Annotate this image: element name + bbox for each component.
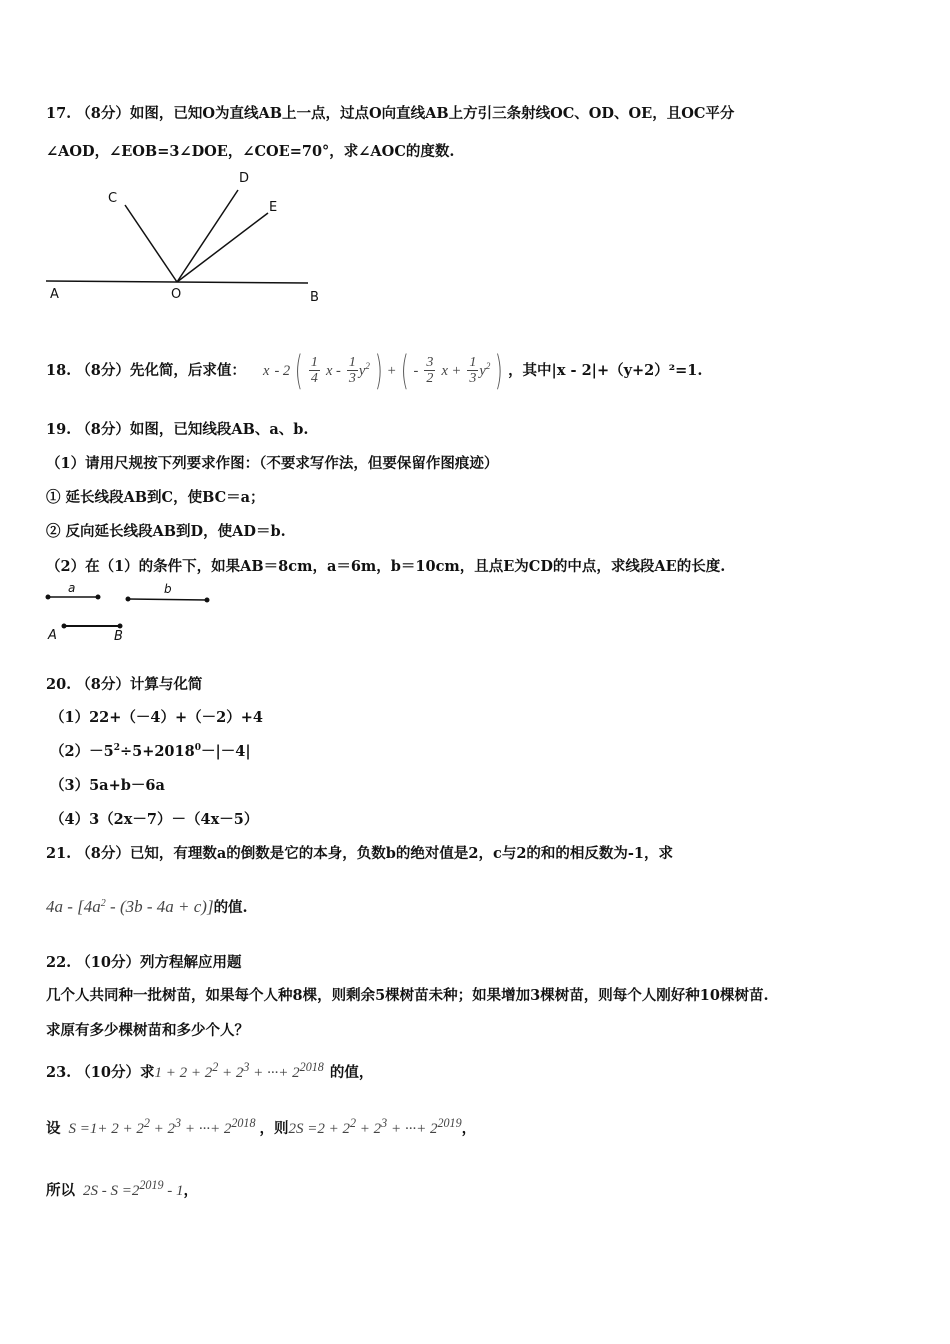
q18-frac-1: $\frac{1}{4}$: [310, 355, 318, 387]
q19-p4: （2）在（1）的条件下，如果AB＝8cm，a＝6m，b＝10cm，且点E为CD的中点，求线段AE的长度.: [46, 558, 726, 575]
label-a: A: [50, 287, 59, 302]
label-seg-b: b: [164, 582, 172, 596]
q22-p1: 几个人共同种一批树苗，如果每个人种8棵，则剩余5棵树苗未种；如果增加3棵树苗，则每个人刚好种10棵树苗.: [46, 987, 769, 1004]
q22-head: 22. （10分）列方程解应用题: [46, 954, 242, 971]
q19-segments-figure: [40, 580, 230, 645]
q18-frac-4: $\frac{1}{3}$: [469, 355, 477, 387]
q20-item3: （3）5a+b－6a: [50, 777, 165, 794]
label-seg-A: A: [48, 628, 57, 643]
q18-frac-3: $\frac{3}{2}$: [426, 355, 434, 387]
label-c: C: [108, 191, 118, 206]
q19-p3: ② 反向延长线段AB到D，使AD＝b.: [46, 523, 286, 540]
q19-p1: （1）请用尺规按下列要求作图：（不要求写作法，但要保留作图痕迹）: [46, 455, 499, 472]
q23-so: 所以 $2S - S =2^{2019} - 1$，: [46, 1178, 199, 1199]
q18-suffix: ，其中|x - 2|+（y+2）²=1.: [508, 361, 703, 379]
q18-prefix: 18. （8分）先化简，后求值：: [46, 361, 246, 379]
q17-angle-figure: [40, 165, 330, 305]
label-seg-a: a: [68, 581, 76, 595]
q18-frac-2: $\frac{1}{3}$: [348, 355, 356, 387]
q20-item4: （4）3（2x－7）－（4x－5）: [50, 811, 259, 828]
label-e: E: [269, 200, 278, 215]
q19-head: 19. （8分）如图，已知线段AB、a、b.: [46, 421, 309, 438]
q23-set: 设 $S =1+ 2 + 2^2 + 2^3$ + ···+ $2^{2018}$ ，则$2S =2 + 2^2 + 2^3$ + ···+ $2^{2019}$，: [46, 1116, 477, 1137]
q23-head: 23. （10分）求$1 + 2 + 2^2 + 2^3$ + ···+ $2^{2018}$ 的值，: [46, 1060, 374, 1081]
q17-line2: ∠AOD，∠EOB=3∠DOE，∠COE=70°，求∠AOC的度数.: [46, 143, 455, 160]
q21-expr: $4a - [4a^2 - (3b - 4a + c)]$的值.: [46, 897, 248, 916]
label-b: B: [310, 290, 319, 305]
q21-line1: 21. （8分）已知，有理数a的倒数是它的本身，负数b的绝对值是2，c与2的和的相反数为-1，求: [46, 845, 674, 862]
label-seg-B: B: [114, 629, 123, 644]
q18-line: 18. （8分）先化简，后求值： x - 2 ( $\frac{1}{4}$ x - $\frac{1}{3}$ $y^2$ ) + ( - $\frac{3}{2}$ x + $\frac{1}{3}$ $y^2$ ) ，其中|x - 2|+（y+2）²=1.: [46, 347, 703, 394]
q20-item2: $(2)-5^2\div 5+2018^0-|-4|$: [50, 743, 251, 760]
q18-expr-m2: - 2: [274, 362, 291, 379]
q18-expr-x: x: [262, 362, 270, 379]
label-o: O: [171, 287, 182, 302]
q19-p2: ① 延长线段AB到C，使BC＝a；: [46, 489, 265, 506]
q22-p2: 求原有多少棵树苗和多少个人？: [46, 1022, 249, 1039]
q20-head: 20. （8分）计算与化简: [46, 676, 203, 693]
q20-item1: （1）22+（－4）+（－2）+4: [50, 709, 263, 726]
q17-line1: 17. （8分）如图，已知O为直线AB上一点，过点O向直线AB上方引三条射线OC、OD、OE，且OC平分: [46, 105, 735, 122]
label-d: D: [239, 171, 250, 186]
